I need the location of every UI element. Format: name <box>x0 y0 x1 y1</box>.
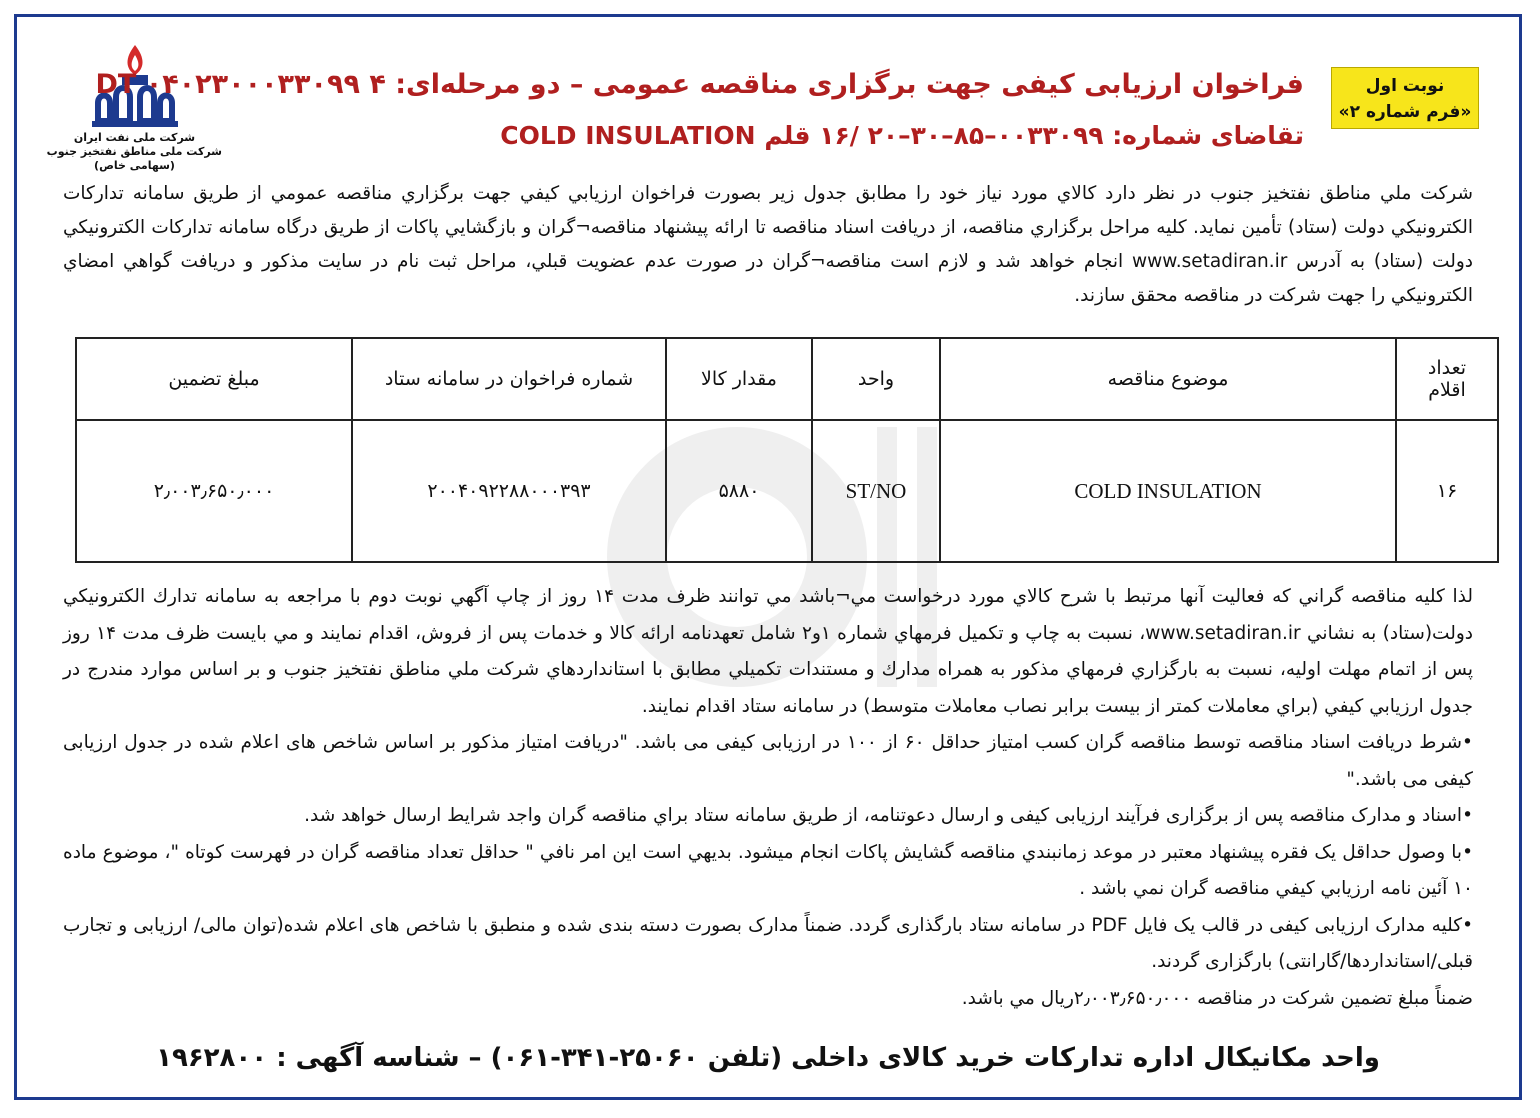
table-row <box>76 420 1498 562</box>
logo-company-subsidiary: شرکت ملی مناطق نفتخیز جنوب <box>46 145 222 158</box>
paragraph-pdf-upload: •کلیه مدارک ارزیابی کیفی در قالب یک فایل PDF در سامانه ستاد بارگذاری گردد. ضمناً مدارک بصورت دسته بندی شده و منطبق با شاخص های اعلام شده(توان مالی/ ارزیابی و تجارب قبلی/استانداردها/گارانتی) بارگزاری گردند. <box>63 914 1473 972</box>
announcement-badge <box>1331 67 1479 129</box>
badge-round: نوبت اول <box>1365 76 1445 96</box>
tender-table <box>75 337 1499 563</box>
paragraph-registration: لذا کليه مناقصه گراني که فعاليت آنها مرتبط با شرح کالاي مورد درخواست مي¬باشد مي توانند ظرف مدت ۱۴ روز از چاپ آگهي نوبت دوم با مراجعه به سامانه تدارك الكترونيكي دولت(ستاد) به نشاني www.setadiran.ir، نسبت به چاپ و تکميل فرمهاي شماره ۱و۲ شامل تعهدنامه ارائه کالا و خدمات پس از فروش، اقدام نمايند و مي بايست ظرف مدت ۱۴ روز پس از اتمام مهلت اوليه، نسبت به بارگزاري فرمهاي مذکور به همراه مدارك و مستندات تكميلي مطابق با استانداردهاي شركت ملي مناطق نفتخيز جنوب و بر اساس موارد مندرج در جدول ارزيابي كيفي (براي معاملات کمتر از بيست برابر نصاب معاملات متوسط) در سامانه ستاد اقدام نمايند. <box>63 586 1474 717</box>
company-logo <box>47 41 222 181</box>
paragraph-guarantee: ضمناً مبلغ تضمين شركت در مناقصه ۲٫۰۰۳٫۶۵۰٫۰۰۰ریال مي باشد. <box>961 987 1473 1009</box>
cell-subject: COLD INSULATION <box>940 420 1396 562</box>
logo-company-name: شرکت ملی نفت ایران <box>73 131 196 144</box>
table-header-row <box>76 338 1498 420</box>
request-number: تقاضای شماره: ۰۰۳۳۰۹۹–۸۵–۳۰–۲۰ /۱۶ قلم COLD INSULATION <box>500 121 1304 150</box>
page-title: فراخوان ارزیابی کیفی جهت برگزاری مناقصه عمومی – دو مرحله‌ای: ۴ DT ۰۴۰۲۳۰۰۰۳۳۰۹۹ <box>95 69 1304 100</box>
header-count-line2: اقلام <box>1428 379 1466 401</box>
logo-company-type: (سهامی خاص) <box>94 159 175 172</box>
header-call-number: شماره فراخوان در سامانه ستاد <box>352 338 666 420</box>
intro-paragraph: شرکت ملي مناطق نفتخيز جنوب در نظر دارد کالاي مورد نياز خود را مطابق جدول زير بصورت فراخوان ارزيابي کيفي جهت برگزاري مناقصه عمومي از طريق سامانه تدارکات الکترونيکي دولت (ستاد) تأمين نمايد. کليه مراحل برگزاري مناقصه، از دريافت اسناد مناقصه تا ارائه پيشنهاد مناقصه¬گران و بازگشايي پاکات از طريق درگاه سامانه تدارکات الکترونيکي دولت (ستاد) به آدرس www.setadiran.ir انجام خواهد شد و لازم است مناقصه¬گران در صورت عدم عضويت قبلي، مراحل ثبت نام در سايت مذکور و دريافت گواهي امضاي الکترونيکي را جهت شرکت در مناقصه محقق سازند. <box>63 183 1474 306</box>
header-quantity: مقدار کالا <box>666 338 812 420</box>
header-subject: موضوع مناقصه <box>940 338 1396 420</box>
cell-quantity: ۵۸۸۰ <box>666 420 812 562</box>
paragraph-min-score: •شرط دریافت اسناد مناقصه توسط مناقصه گران کسب امتیاز حداقل ۶۰ از ۱۰۰ در ارزیابی کیفی می باشد. "دریافت امتیاز مذکور بر اساس شاخص های اعلام شده در جدول ارزیابی کیفی می باشد." <box>63 732 1473 790</box>
paragraph-documents: •اسناد و مدارک مناقصه پس از برگزاری فرآيند ارزيابی کيفی و ارسال دعوتنامه، از طریق سامانه ستاد براي مناقصه گران واجد شرايط ارسال خواهد شد. <box>304 805 1473 826</box>
cell-guarantee: ۲٫۰۰۳٫۶۵۰٫۰۰۰ <box>76 420 352 562</box>
header-unit: واحد <box>812 338 940 420</box>
conditions-section <box>63 579 1473 1017</box>
badge-form-number: «فرم شماره ۲» <box>1338 102 1472 122</box>
header-item-count <box>1396 338 1498 420</box>
advertisement-frame <box>14 14 1522 1100</box>
footer-contact: واحد مکانیکال اداره تدارکات خرید کالای داخلی (تلفن ۲۵۰۶۰-۳۴۱-۰۶۱) – شناسه آگهی : ۱۹۶۲۸۰۰ <box>156 1043 1380 1073</box>
paragraph-opening: •با وصول حداقل يک فقره پيشنهاد معتبر در موعد زمانبندي مناقصه گشايش پاکات انجام ميشود. بديهي است اين امر نافي " حداقل تعداد مناقصه گران در فهرست کوتاه "، موضوع ماده ۱۰ آئين نامه ارزيابي کيفي مناقصه گران نمي باشد . <box>63 841 1473 899</box>
cell-item-count: ۱۶ <box>1396 420 1498 562</box>
cell-call-number: ۲۰۰۴۰۹۲۲۸۸۰۰۰۳۹۳ <box>352 420 666 562</box>
header-guarantee: مبلغ تضمین <box>76 338 352 420</box>
cell-unit: ST/NO <box>812 420 940 562</box>
header-count-line1: تعداد <box>1427 357 1467 379</box>
